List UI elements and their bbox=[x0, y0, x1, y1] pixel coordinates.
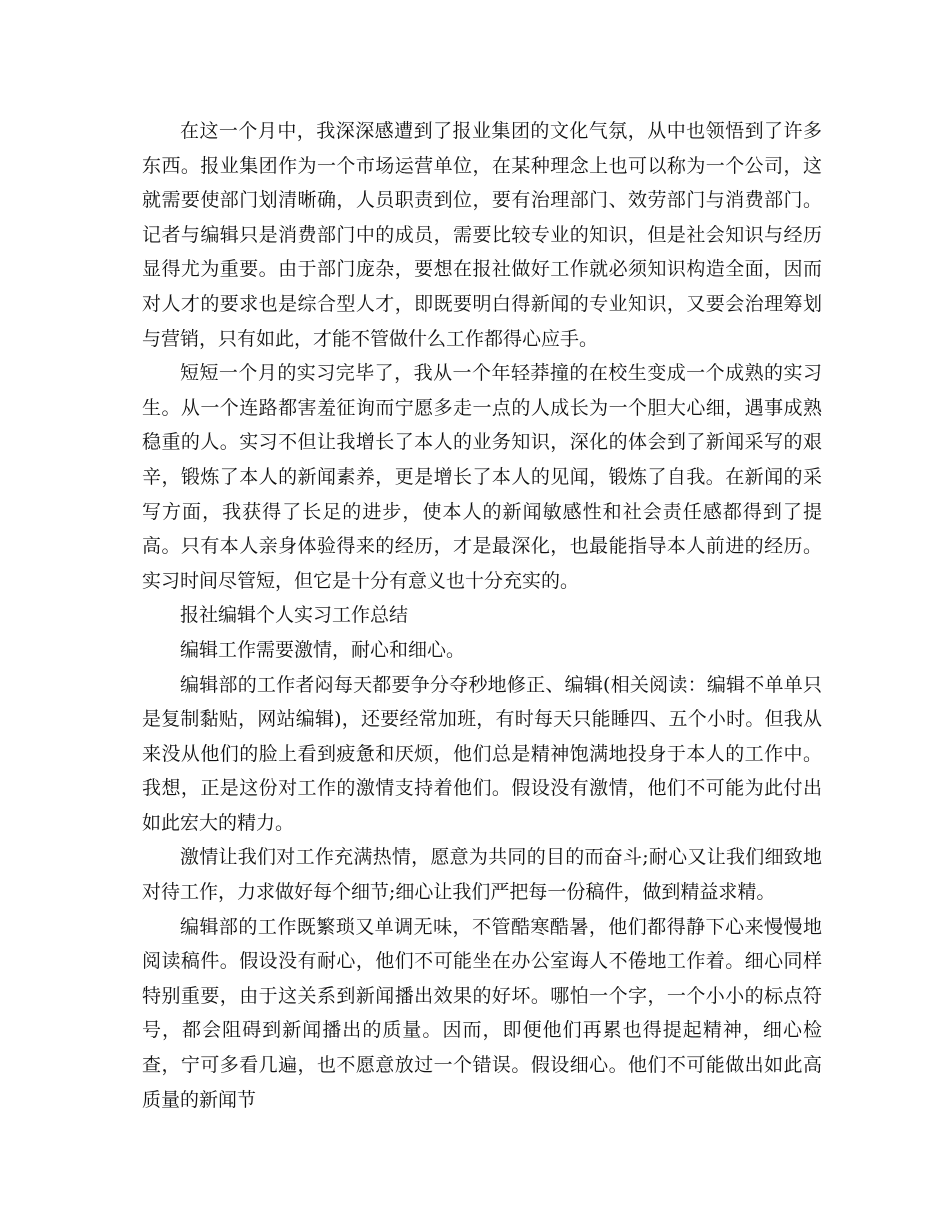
paragraph-patience: 编辑部的工作既繁琐又单调无味，不管酷寒酷暑，他们都得静下心来慢慢地阅读稿件。假设没有耐心，他们不可能坐在办公室诲人不倦地工作着。细心同样特别重要，由于这关系到新闻播出效果的好坏。哪怕一个字，一个小小的标点符号，都会阻碍到新闻播出的质量。因而，即便他们再累也得提起精神，细心检查，宁可多看几遍，也不愿意放过一个错误。假设细心。他们不可能做出如此高质量的新闻节 bbox=[142, 915, 822, 1111]
paragraph-passion: 激情让我们对工作充满热情，愿意为共同的目的而奋斗;耐心又让我们细致地对待工作，力求做好每个细节;细心让我们严把每一份稿件，做到精益求精。 bbox=[142, 846, 822, 904]
section-heading: 报社编辑个人实习工作总结 bbox=[180, 604, 409, 627]
paragraph-internship-growth: 短短一个月的实习完毕了，我从一个年轻莽撞的在校生变成一个成熟的实习生。从一个连路都害羞征询而宁愿多走一点的人成长为一个胆大心细，遇事成熟稳重的人。实习不但让我增长了本人的业务知识，深化的体会到了新闻采写的艰辛，锻炼了本人的新闻素养，更是增长了本人的见闻，锻炼了自我。在新闻的采写方面，我获得了长足的进步，使本人的新闻敏感性和社会责任感都得到了提高。只有本人亲身体验得来的经历，才是最深化，也最能指导本人前进的经历。实习时间尽管短，但它是十分有意义也十分充实的。 bbox=[142, 362, 822, 592]
paragraph-editing-needs: 编辑工作需要激情，耐心和细心。 bbox=[180, 638, 466, 661]
document-body bbox=[142, 114, 822, 1117]
paragraph-culture: 在这一个月中，我深深感遭到了报业集团的文化气氛，从中也领悟到了许多东西。报业集团作为一个市场运营单位，在某种理念上也可以称为一个公司，这就需要使部门划清晰确，人员职责到位，要有治理部门、效劳部门与消费部门。记者与编辑只是消费部门中的成员，需要比较专业的知识，但是社会知识与经历显得尤为重要。由于部门庞杂，要想在报社做好工作就必须知识构造全面，因而对人才的要求也是综合型人才，即既要明白得新闻的专业知识，又要会治理筹划与营销，只有如此，才能不管做什么工作都得心应手。 bbox=[142, 120, 822, 350]
paragraph-editors-work: 编辑部的工作者闷每天都要争分夺秒地修正、编辑(相关阅读：编辑不单单只是复制黏贴，网站编辑)，还要经常加班，有时每天只能睡四、五个小时。但我从来没从他们的脸上看到疲惫和厌烦，他们总是精神饱满地投身于本人的工作中。我想，正是这份对工作的激情支持着他们。假设没有激情，他们不可能为此付出如此宏大的精力。 bbox=[142, 673, 822, 834]
